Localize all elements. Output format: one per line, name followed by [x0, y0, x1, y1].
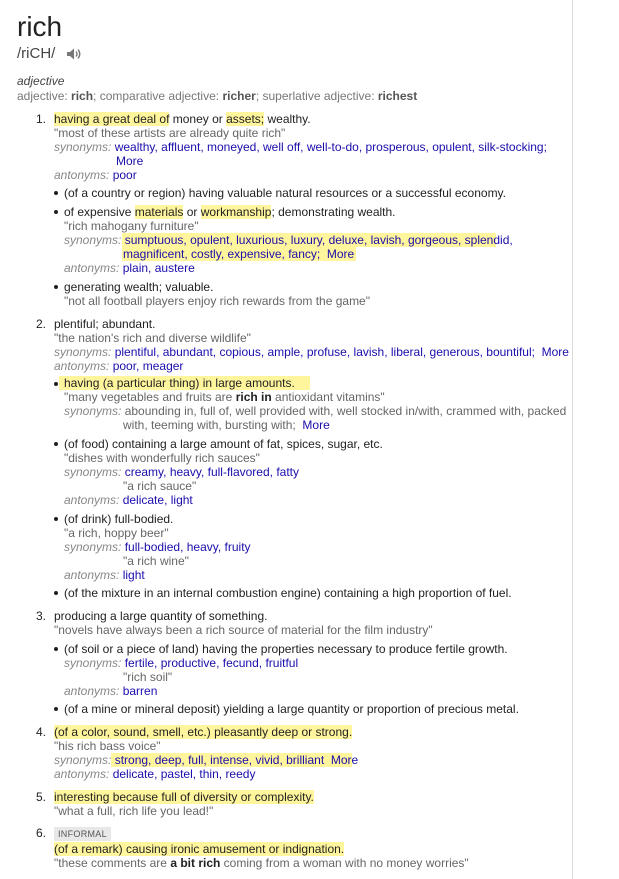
antonyms-row: antonyms: delicate, pastel, thin, reedy: [54, 767, 256, 781]
antonym-links[interactable]: barren: [122, 684, 158, 698]
definition: interesting because full of diversity or complexity.: [54, 790, 314, 804]
synonym-links[interactable]: plentiful, abundant, copious, ample, profuse, lavish, liberal, generous, bountiful;: [114, 345, 535, 359]
synonyms-row-cont: magnificent, costly, expensive, fancy; More: [123, 247, 355, 261]
part-of-speech: adjective: [17, 74, 65, 88]
sense-number: 2.: [36, 317, 47, 331]
antonyms-row: antonyms: poor, meager: [54, 359, 184, 373]
sub-definition: of expensive materials or workmanship; demonstrating wealth.: [64, 205, 396, 219]
antonyms-row: antonyms: light: [64, 568, 145, 582]
sub-definition: (of a mine or mineral deposit) yielding a large quantity or proportion of precious metal.: [64, 702, 519, 716]
definition: having a great deal of money or assets; wealthy.: [54, 112, 311, 126]
definition: (of a color, sound, smell, etc.) pleasantly deep or strong.: [54, 725, 353, 739]
more-link[interactable]: More: [302, 418, 330, 432]
example: "these comments are a bit rich coming from a woman with no money worries": [54, 856, 469, 870]
sense-number: 5.: [36, 790, 47, 804]
example: "dishes with wonderfully rich sauces": [64, 451, 260, 465]
bullet: [54, 191, 58, 195]
sub-definition: (of a country or region) having valuable natural resources or a successful economy.: [64, 186, 507, 200]
antonym-links[interactable]: poor, meager: [112, 359, 184, 373]
example: "not all football players enjoy rich rewards from the game": [64, 294, 370, 308]
bullet: [54, 382, 58, 386]
more-link[interactable]: More: [116, 154, 144, 168]
bullet: [54, 210, 58, 214]
example: "rich mahogany furniture": [64, 219, 199, 233]
synonym-links[interactable]: wealthy, affluent, moneyed, well off, well-to-do, prosperous, opulent, silk-stocking;: [114, 140, 547, 154]
sense-number: 1.: [36, 112, 47, 126]
synonym-example: "rich soil": [123, 670, 173, 684]
more-link[interactable]: More: [326, 247, 355, 261]
synonyms-row: synonyms: full-bodied, heavy, fruity: [64, 540, 251, 554]
sense-number: 4.: [36, 725, 47, 739]
sense-number: 3.: [36, 609, 47, 623]
more-link[interactable]: More: [330, 753, 359, 767]
synonym-links[interactable]: sumptuous, opulent, luxurious, luxury, deluxe, lavish, gorgeous, splendid,: [124, 233, 513, 247]
antonym-links[interactable]: delicate, light: [122, 493, 193, 507]
definition: producing a large quantity of something.: [54, 609, 268, 623]
antonyms-row: antonyms: barren: [64, 684, 158, 698]
synonyms-row: synonyms: abounding in, full of, well provided with, well stocked in/with, crammed with, packed: [64, 404, 567, 418]
phonetic: /riCH/: [17, 45, 56, 62]
sub-definition: (of the mixture in an internal combustion engine) containing a high proportion of fuel.: [64, 586, 512, 600]
antonym-links[interactable]: delicate, pastel, thin, reedy: [112, 767, 256, 781]
example: "what a full, rich life you lead!": [54, 804, 214, 818]
antonym-links[interactable]: poor: [112, 168, 137, 182]
speaker-icon[interactable]: [66, 47, 82, 61]
synonym-example: "a rich wine": [123, 554, 189, 568]
example: "the nation's rich and diverse wildlife": [54, 331, 251, 345]
antonyms-row: antonyms: poor: [54, 168, 137, 182]
synonyms-row: synonyms: creamy, heavy, full-flavored, fatty: [64, 465, 299, 479]
synonyms-row: synonyms: sumptuous, opulent, luxurious, luxury, deluxe, lavish, gorgeous, splendid,: [64, 233, 513, 247]
synonym-links[interactable]: strong, deep, full, intense, vivid, brilliant: [114, 753, 325, 767]
bullet: [54, 591, 58, 595]
example: "novels have always been a rich source of material for the film industry": [54, 623, 433, 637]
sub-definition: having (a particular thing) in large amounts.: [64, 376, 295, 390]
form-base: rich: [71, 89, 94, 103]
synonym-text: abounding in, full of, well provided with, well stocked in/with, crammed with, packed: [124, 404, 567, 418]
informal-badge: INFORMAL: [54, 827, 111, 841]
example: "his rich bass voice": [54, 739, 161, 753]
form-comparative: richer: [222, 89, 256, 103]
antonyms-row: antonyms: plain, austere: [64, 261, 195, 275]
definition: plentiful; abundant.: [54, 317, 156, 331]
example: "most of these artists are already quite rich": [54, 126, 286, 140]
bullet: [54, 647, 58, 651]
bullet: [54, 285, 58, 289]
sub-definition: generating wealth; valuable.: [64, 280, 214, 294]
antonym-links[interactable]: plain, austere: [122, 261, 195, 275]
more-link[interactable]: More: [541, 345, 569, 359]
synonym-example: "a rich sauce": [123, 479, 197, 493]
synonyms-row: synonyms: fertile, productive, fecund, fruitful: [64, 656, 299, 670]
synonyms-row: synonyms: wealthy, affluent, moneyed, well off, well-to-do, prosperous, opulent, silk-stocking;: [54, 140, 547, 154]
phonetic-row: [17, 44, 82, 64]
example: "a rich, hoppy beer": [64, 526, 169, 540]
form-superlative: richest: [377, 89, 418, 103]
sub-definition: (of drink) full-bodied.: [64, 512, 174, 526]
bullet: [54, 442, 58, 446]
synonym-links[interactable]: fertile, productive, fecund, fruitful: [124, 656, 299, 670]
sub-definition: (of soil or a piece of land) having the properties necessary to produce fertile growth.: [64, 642, 508, 656]
definition: (of a remark) causing ironic amusement or indignation.: [54, 842, 345, 856]
register-label: [54, 826, 111, 841]
example: "many vegetables and fruits are rich in antioxidant vitamins": [64, 390, 385, 404]
sense-number: 6.: [36, 826, 47, 840]
bullet: [54, 517, 58, 521]
synonyms-row: synonyms: strong, deep, full, intense, vivid, brilliant More: [54, 753, 359, 767]
bullet: [54, 707, 58, 711]
synonym-links[interactable]: creamy, heavy, full-flavored, fatty: [124, 465, 299, 479]
synonyms-row-cont: with, teeming with, bursting with; More: [123, 418, 330, 432]
synonym-links[interactable]: full-bodied, heavy, fruity: [124, 540, 251, 554]
antonyms-row: antonyms: delicate, light: [64, 493, 193, 507]
synonyms-row: synonyms: plentiful, abundant, copious, ample, profuse, lavish, liberal, generous, bountiful; More: [54, 345, 569, 359]
headword: rich: [17, 11, 63, 42]
word-forms: adjective: rich; comparative adjective: richer; superlative adjective: richest: [17, 89, 418, 103]
antonym-links[interactable]: light: [122, 568, 145, 582]
sub-definition: (of food) containing a large amount of fat, spices, sugar, etc.: [64, 437, 383, 451]
